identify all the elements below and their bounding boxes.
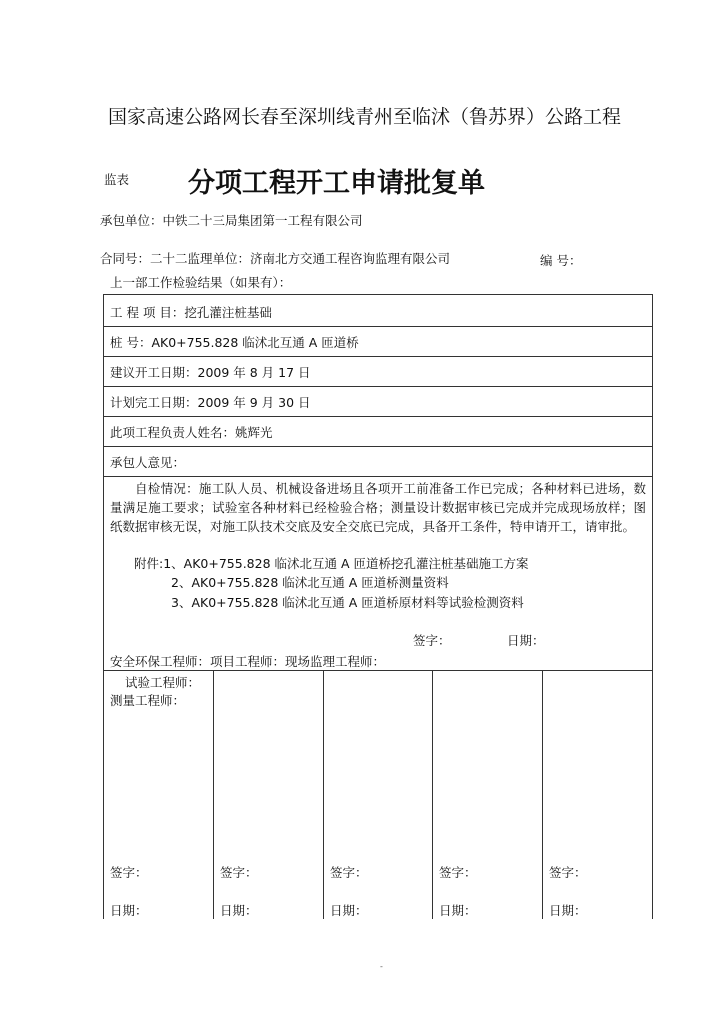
page-footer-mark: - — [380, 962, 383, 971]
end-date-row: 计划完工日期：2009 年 9 月 30 日 — [110, 395, 311, 410]
form-title: 分项工程开工申请批复单 — [188, 168, 485, 199]
stake-row: 桩 号：AK0+755.828 临沭北互通 A 匝道桥 — [110, 335, 359, 350]
survey-engineer-label: 测量工程师： — [110, 693, 186, 708]
document-title: 国家高速公路网长春至深圳线青州至临沭（鲁苏界）公路工程 — [108, 106, 622, 128]
column-1-date: 日期： — [110, 903, 148, 918]
contractor-line: 承包单位：中铁二十三局集团第一工程有限公司 — [100, 213, 363, 228]
attachment-2: 2、AK0+755.828 临沭北互通 A 匝道桥测量资料 — [171, 575, 449, 590]
approval-form-table — [103, 294, 653, 919]
contractor-date-label: 日期： — [507, 633, 545, 648]
column-3-sign: 签字： — [330, 865, 368, 880]
contract-line: 合同号：二十二监理单位：济南北方交通工程咨询监理有限公司 — [100, 251, 451, 266]
contractor-sign-label: 签字： — [413, 633, 451, 648]
previous-check-label: 上一部工作检验结果（如果有）： — [110, 275, 292, 290]
column-2-sign: 签字： — [220, 865, 258, 880]
attachment-1: 附件:1、AK0+755.828 临沭北互通 A 匝道桥挖孔灌注桩基础施工方案 — [134, 556, 529, 571]
column-4-sign: 签字： — [439, 865, 477, 880]
test-engineer-label: 试验工程师： — [125, 675, 201, 690]
column-2-date: 日期： — [220, 903, 258, 918]
column-3-date: 日期： — [330, 903, 368, 918]
column-5-date: 日期： — [549, 903, 587, 918]
column-1-sign: 签字： — [110, 865, 148, 880]
start-date-row: 建议开工日期：2009 年 8 月 17 日 — [110, 365, 311, 380]
form-tag: 监表 — [104, 172, 130, 187]
contractor-opinion-label: 承包人意见： — [110, 455, 186, 470]
number-label: 编 号： — [540, 253, 582, 268]
manager-row: 此项工程负责人姓名：姚辉光 — [110, 425, 273, 440]
engineers-line: 安全环保工程师：项目工程师：现场监理工程师： — [110, 654, 386, 669]
project-row: 工 程 项 目：挖孔灌注桩基础 — [110, 305, 272, 320]
column-5-sign: 签字： — [549, 865, 587, 880]
attachment-3: 3、AK0+755.828 临沭北互通 A 匝道桥原材料等试验检测资料 — [171, 595, 524, 610]
column-4-date: 日期： — [439, 903, 477, 918]
self-check-text: 自检情况：施工队人员、机械设备进场且各项开工前准备工作已完成；各种材料已进场，数量满足施工要求；试验室各种材料已经检验合格；测量设计数据审核已完成并完成现场放样；图纸数据审核无误，对施工队技术交底及安全交底已完成，具备开工条件，特申请开工，请审批。 — [110, 481, 646, 534]
